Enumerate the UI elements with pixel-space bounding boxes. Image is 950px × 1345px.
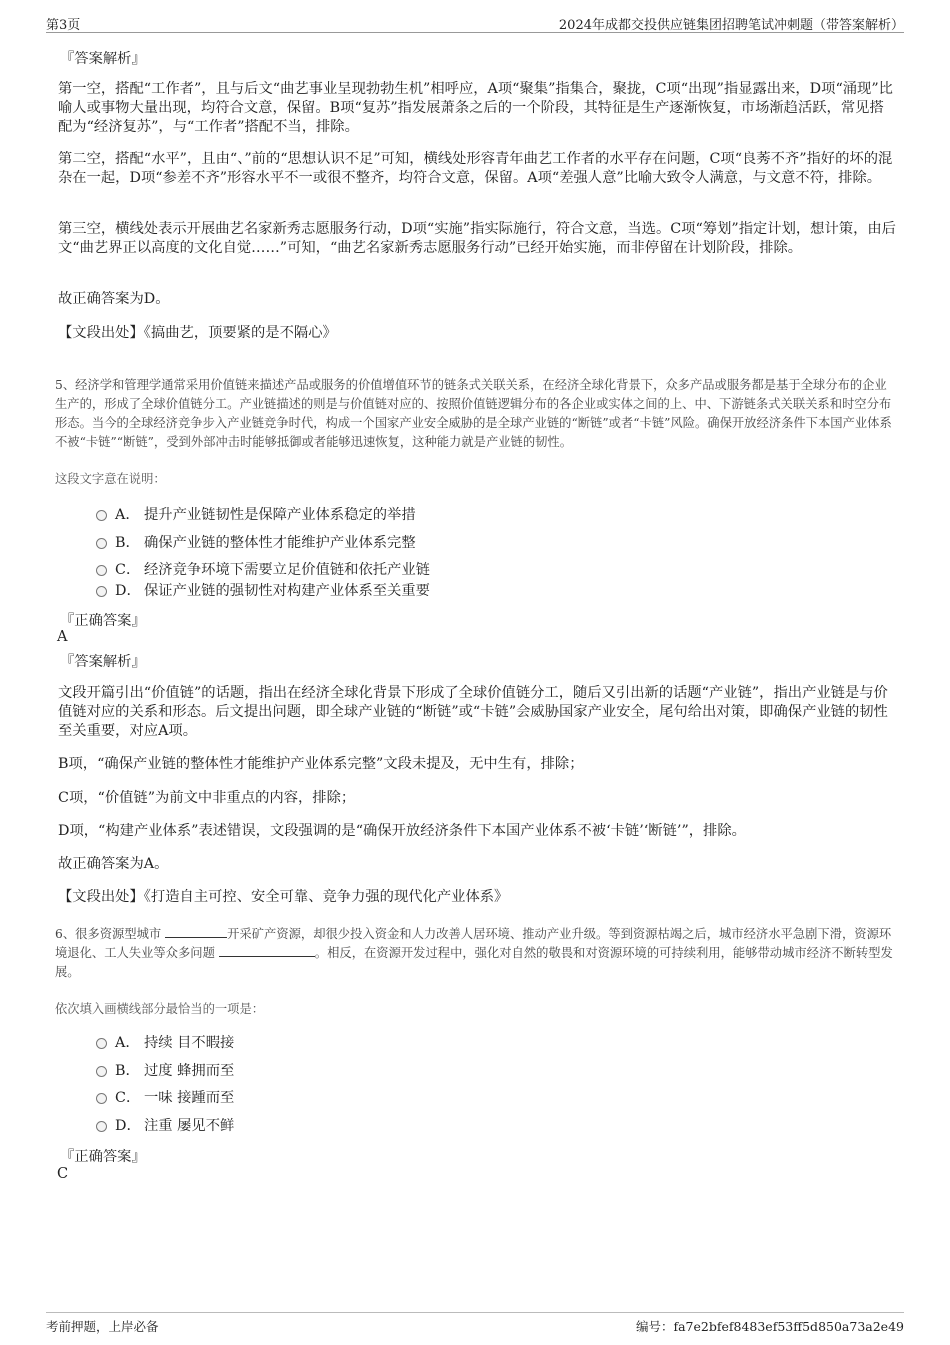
radio-icon[interactable]	[96, 1066, 107, 1077]
q6-stem-part2: 开采矿产资源，却很少投入资金和人力改善人居环境、推动产业升级。等到资源枯竭之后，城市经济水平急剧下滑，资源环境退化、工人失业等众多问题	[55, 927, 892, 960]
q6-option-a[interactable]	[96, 1033, 234, 1053]
option-text: 提升产业链韧性是保障产业体系稳定的举措	[144, 507, 416, 523]
q5-analysis-label: 『答案解析』	[60, 654, 146, 670]
radio-icon[interactable]	[96, 1093, 107, 1104]
option-text: 持续 目不暇接	[144, 1035, 235, 1051]
document-title: 2024年成都交投供应链集团招聘笔试冲刺题（带答案解析）	[558, 18, 904, 33]
q5-option-b[interactable]	[96, 533, 416, 553]
radio-icon[interactable]	[96, 586, 107, 597]
option-text: 经济竞争环境下需要立足价值链和依托产业链	[144, 562, 430, 578]
option-letter: A．	[115, 1035, 140, 1051]
q5-analysis-p4: D项，“构建产业体系”表述错误，文段强调的是“确保开放经济条件下本国产业体系不被‘卡链’‘断链’”，排除。	[58, 823, 746, 839]
q5-subquestion: 这段文字意在说明：	[55, 472, 166, 486]
q5-answer: A	[57, 629, 68, 645]
q6-stem-part3: 。相反，在资源开发过程中，强化对自然的敬畏和对资源环境的可持续利用，能够带动城市经济不断转型发展。	[55, 946, 893, 979]
q4-analysis-label: 『答案解析』	[60, 51, 146, 67]
radio-icon[interactable]	[96, 1121, 107, 1132]
q5-answer-label: 『正确答案』	[60, 613, 146, 629]
option-letter: D．	[115, 1118, 141, 1134]
radio-icon[interactable]	[96, 1038, 107, 1049]
q6-stem	[55, 925, 897, 982]
radio-icon[interactable]	[96, 538, 107, 549]
option-letter: A．	[115, 507, 140, 523]
option-letter: D．	[115, 583, 141, 599]
q5-option-a[interactable]	[96, 505, 416, 525]
option-text: 过度 蜂拥而至	[144, 1063, 235, 1079]
q6-option-b[interactable]	[96, 1061, 234, 1081]
footer-slogan: 考前押题，上岸必备	[46, 1319, 159, 1334]
radio-icon[interactable]	[96, 565, 107, 576]
q4-analysis-p3: 第三空，横线处表示开展曲艺名家新秀志愿服务行动，D项“实施”指实际施行，符合文意，当选。C项“筹划”指定计划，想计策，由后文“曲艺界正以高度的文化自觉……”可知，“曲艺名家新秀志愿服务行动”已经开始实施，而非停留在计划阶段，排除。	[58, 221, 896, 256]
q5-stem: 5、经济学和管理学通常采用价值链来描述产品或服务的价值增值环节的链条式关联关系，在经济全球化背景下，众多产品或服务都是基于全球分布的企业生产的，形成了全球价值链分工。产业链描述的则是与价值链对应的、按照价值链逻辑分布的各企业或实体之间的上、中、下游链条式关联关系和时空分布形态。当今的全球经济竞争步入产业链竞争时代，构成一个国家产业安全威胁的是全球产业链的“断链”或者“卡链”风险。确保开放经济条件下本国产业体系不被“卡链”“断链”，受到外部冲击时能够抵御或者能够迅速恢复，这种能力就是产业链的韧性。	[55, 378, 892, 449]
q6-blank-2	[219, 944, 315, 957]
q5-analysis-p2: B项，“确保产业链的整体性才能维护产业体系完整”文段未提及，无中生有，排除；	[58, 756, 584, 772]
q6-blank-1	[165, 925, 227, 938]
q6-option-d[interactable]	[96, 1116, 234, 1136]
page-number: 第3页	[46, 18, 81, 33]
q5-analysis-p3: C项，“价值链”为前文中非重点的内容，排除；	[58, 790, 356, 806]
option-letter: C．	[115, 562, 141, 578]
option-text: 保证产业链的强韧性对构建产业体系至关重要	[144, 583, 430, 599]
q4-source: 【文段出处】《搞曲艺，顶要紧的是不隔心》	[58, 325, 337, 341]
q5-option-d[interactable]	[96, 581, 430, 601]
q6-answer: C	[57, 1166, 69, 1182]
option-letter: B．	[115, 1063, 140, 1079]
q5-option-c[interactable]	[96, 560, 430, 580]
q6-subquestion: 依次填入画横线部分最恰当的一项是：	[55, 1002, 265, 1016]
q6-option-c[interactable]	[96, 1088, 234, 1108]
q6-answer-label: 『正确答案』	[60, 1149, 146, 1165]
option-text: 确保产业链的整体性才能维护产业体系完整	[144, 535, 416, 551]
footer-serial-number: 编号：fa7e2bfef8483ef53ff5d850a73a2e49	[635, 1319, 904, 1334]
option-text: 一味 接踵而至	[144, 1090, 235, 1106]
q4-analysis-p1: 第一空，搭配“工作者”，且与后文“曲艺事业呈现勃勃生机”相呼应，A项“聚集”指集合，聚拢，C项“出现”指显露出来，D项“涌现”比喻人或事物大量出现，均符合文意，保留。B项“复苏”指发展萧条之后的一个阶段，其特征是生产逐渐恢复，市场渐趋活跃，常见搭配为“经济复苏”，与“工作者”搭配不当，排除。	[58, 81, 893, 135]
q5-analysis-p1: 文段开篇引出“价值链”的话题，指出在经济全球化背景下形成了全球价值链分工，随后又引出新的话题“产业链”，指出产业链是与价值链对应的关系和形态。后文提出问题，即全球产业链的“断链”或“卡链”会威胁国家产业安全，尾句给出对策，即确保产业链的韧性至关重要，对应A项。	[58, 685, 888, 739]
page-footer	[46, 1312, 904, 1335]
q4-conclusion: 故正确答案为D。	[58, 291, 170, 307]
option-letter: C．	[115, 1090, 141, 1106]
radio-icon[interactable]	[96, 510, 107, 521]
q5-source: 【文段出处】《打造自主可控、安全可靠、竞争力强的现代化产业体系》	[58, 889, 509, 905]
q4-analysis-p2: 第二空，搭配“水平”，且由“、”前的“思想认识不足”可知，横线处形容青年曲艺工作者的水平存在问题，C项“良莠不齐”指好的坏的混杂在一起，D项“参差不齐”形容水平不一或很不整齐，均符合文意，保留。A项“差强人意”比喻大致令人满意，与文意不符，排除。	[58, 151, 893, 186]
q5-conclusion: 故正确答案为A。	[58, 856, 169, 872]
option-text: 注重 屡见不鲜	[144, 1118, 235, 1134]
page-header	[46, 12, 904, 33]
option-letter: B．	[115, 535, 140, 551]
q6-stem-part1: 6、很多资源型城市	[55, 927, 162, 941]
